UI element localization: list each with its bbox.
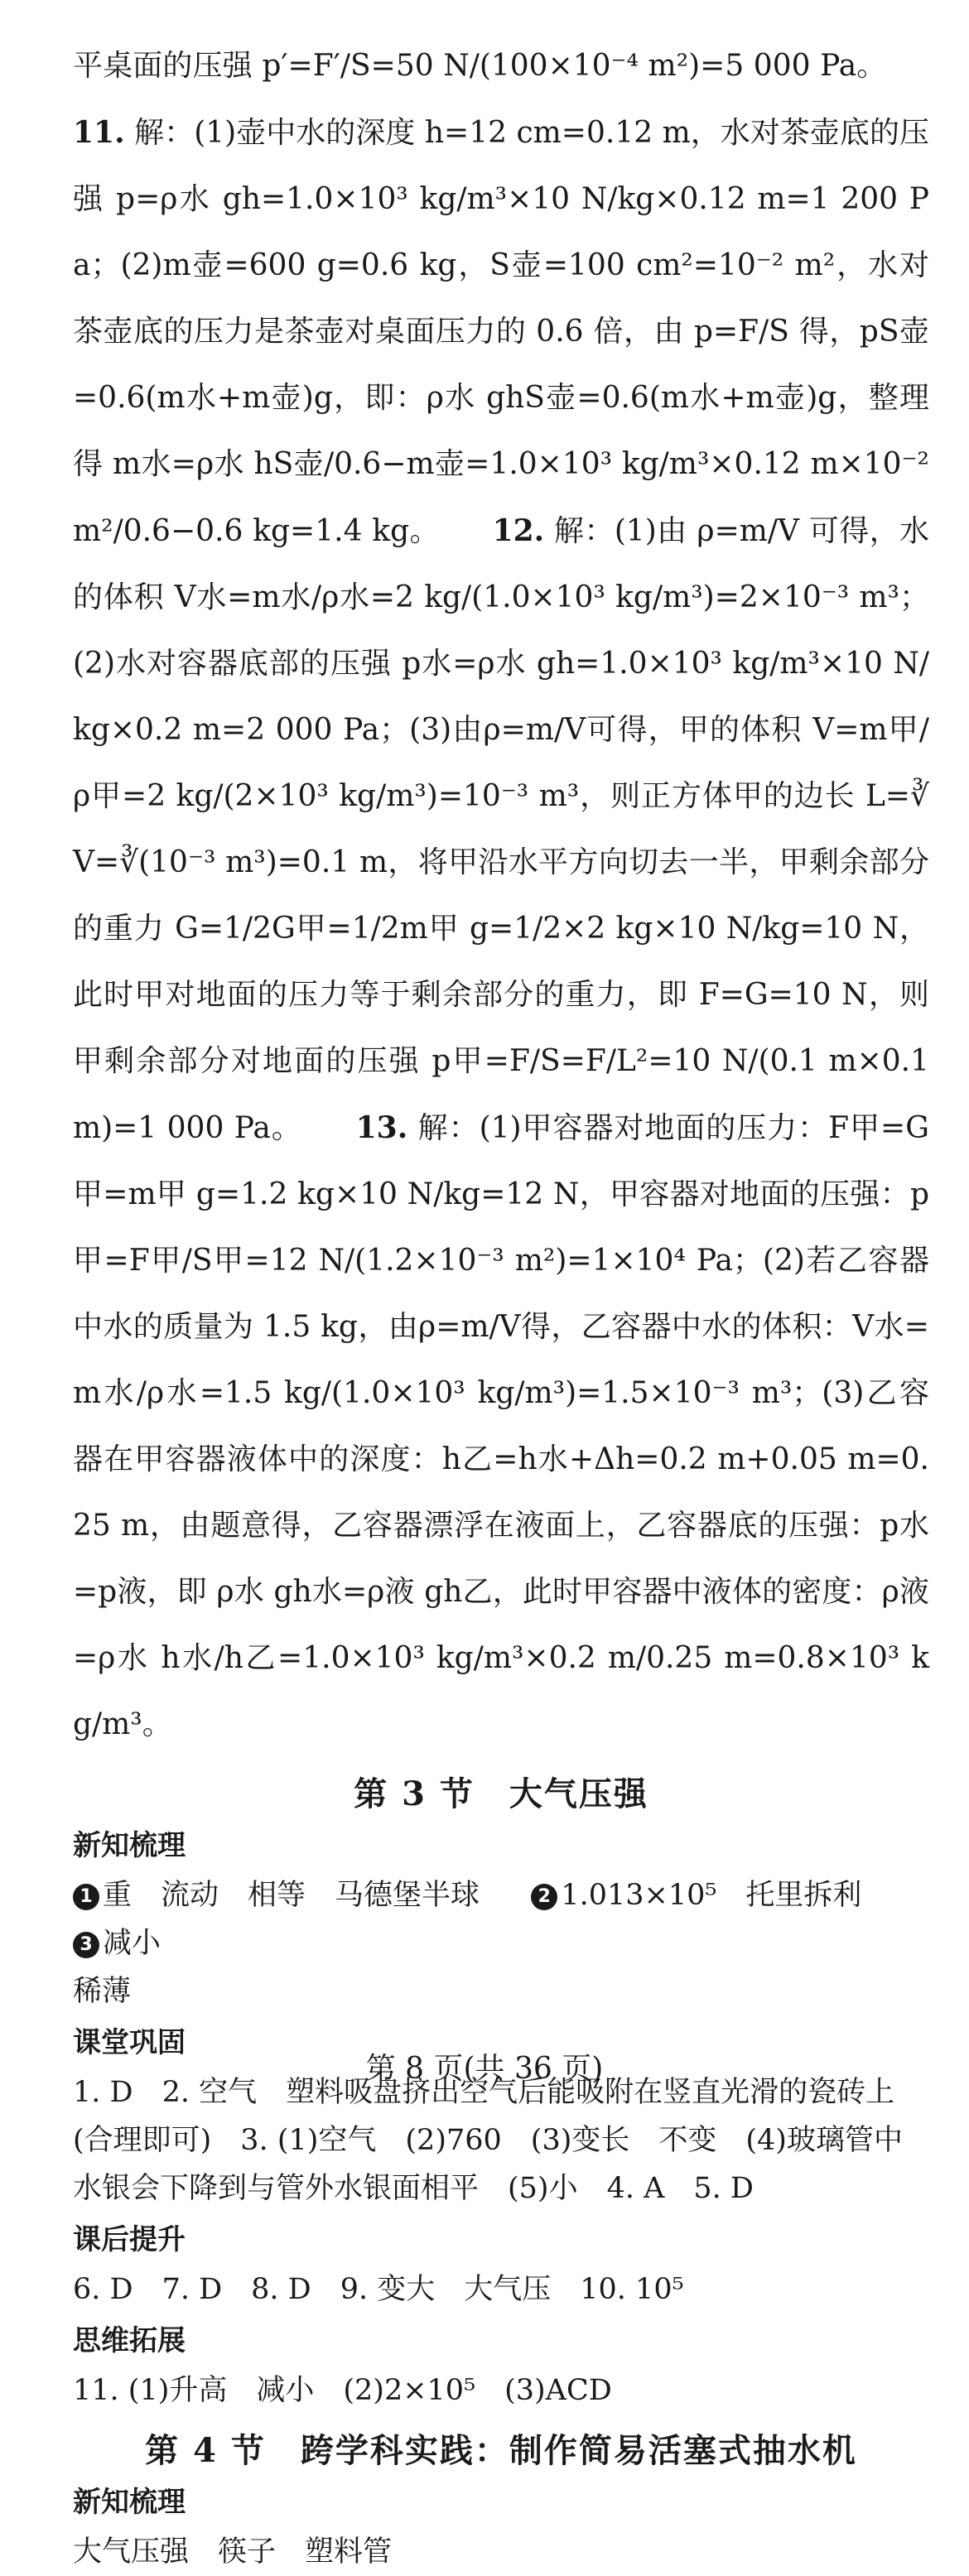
section-4-title: 第 4 节 跨学科实践：制作简易活塞式抽水机: [145, 2431, 857, 2470]
circled-number-2: 2: [531, 1884, 557, 1910]
solution-13-text: 解：(1)甲容器对地面的压力：F甲=G甲=m甲 g=1.2 kg×10 N/kg=12 N，甲容器对地面的压强：p甲=F甲/S甲=12 N/(1.2×10⁻³ m²)=1×10⁴ Pa；(2)若乙容器中水的质量为 1.5 kg，由ρ=m/V得，乙容器中水的体积：V水=m水/ρ水=1.5 kg/(1.0×10³ kg/m³)=1.5×10⁻³ m³；(3)乙容器在甲容器液体中的深度：h乙=h水+Δh=0.2 m+0.05 m=0.25 m，由题意得，乙容器漂浮在液面上，乙容器底的压强：p水=p液，即 ρ水 gh水=ρ液 gh乙，此时甲容器中液体的密度：ρ液=ρ水 h水/h乙=1.0×10³ kg/m³×0.2 m/0.25 m=0.8×10³ kg/m³。: [73, 1111, 929, 1741]
solution-10-tail: 平桌面的压强 p′=F′/S=50 N/(100×10⁻⁴ m²)=5 000 Pa。: [73, 49, 887, 83]
section-3-ketang-answers: 1. D 2. 空气 塑料吸盘挤出空气后能吸附在竖直光滑的瓷砖上(合理即可) 3. (1)空气 (2)760 (3)变长 不变 (4)玻璃管中水银会下降到与管外水银面相平 (5)小 4. A 5. D: [73, 2076, 903, 2205]
xinzhi-item-1: 重 流动 相等 马德堡半球: [103, 1879, 480, 1912]
section-3-xinzhi-answers: [73, 1871, 929, 2015]
page-footer: 第 8 页(共 36 页): [365, 2052, 604, 2086]
solution-12-text: 解：(1)由 ρ=m/V 可得，水的体积 V水=m水/ρ水=2 kg/(1.0×10³ kg/m³)=2×10⁻³ m³；(2)水对容器底部的压强 p水=ρ水 gh=1.0×10³ kg/m³×10 N/kg×0.2 m=2 000 Pa；(3)由ρ=m/V可得，甲的体积 V=m甲/ρ甲=2 kg/(2×10³ kg/m³)=10⁻³ m³，则正方体甲的边长 L=∛V=∛(10⁻³ m³)=0.1 m，将甲沿水平方向切去一半，甲剩余部分的重力 G=1/2G甲=1/2m甲 g=1/2×2 kg×10 N/kg=10 N，此时甲对地面的压力等于剩余部分的重力，即 F=G=10 N，则甲剩余部分对地面的压强 p甲=F/S=F/L²=10 N/(0.1 m×0.1 m)=1 000 Pa。: [73, 514, 929, 1145]
solution-11-number: 11.: [73, 115, 125, 150]
solution-block: [73, 33, 929, 1758]
circled-number-1: 1: [73, 1884, 99, 1910]
section-3-siwei-label: 思维拓展: [73, 2324, 186, 2357]
section-3-ketang-label: 课堂巩固: [73, 2026, 186, 2059]
solution-12-number: 12.: [492, 513, 545, 548]
section-3-siwei-answers: 11. (1)升高 减小 (2)2×10⁵ (3)ACD: [73, 2374, 612, 2407]
section-3-kehou-label: 课后提升: [73, 2223, 186, 2256]
xinzhi-item-3: 减小: [103, 1927, 162, 1960]
xinzhi-item-3-cont: 稀薄: [73, 1975, 132, 2008]
section-3-title: 第 3 节 大气压强: [354, 1774, 648, 1813]
section-4-xinzhi-answers: 大气压强 筷子 塑料管: [73, 2535, 393, 2569]
section-3-xinzhi-label: 新知梳理: [73, 1829, 186, 1862]
solution-13-number: 13.: [355, 1110, 408, 1145]
section-4-xinzhi-label: 新知梳理: [73, 2486, 186, 2519]
section-3-kehou-answers: 6. D 7. D 8. D 9. 变大 大气压 10. 10⁵: [73, 2273, 684, 2306]
xinzhi-item-2: 1.013×10⁵ 托里拆利: [561, 1879, 862, 1912]
circled-number-3: 3: [73, 1932, 99, 1958]
solution-11-text: 解：(1)壶中水的深度 h=12 cm=0.12 m，水对茶壶底的压强 p=ρ水 gh=1.0×10³ kg/m³×10 N/kg×0.12 m=1 200 Pa；(2)m壶=600 g=0.6 kg，S壶=100 cm²=10⁻² m²，水对茶壶底的压力是茶壶对桌面压力的 0.6 倍，由 p=F/S 得，pS壶=0.6(m水+m壶)g，即：ρ水 ghS壶=0.6(m水+m壶)g，整理得 m水=ρ水 hS壶/0.6−m壶=1.0×10³ kg/m³×0.12 m×10⁻² m²/0.6−0.6 kg=1.4 kg。: [73, 116, 929, 548]
